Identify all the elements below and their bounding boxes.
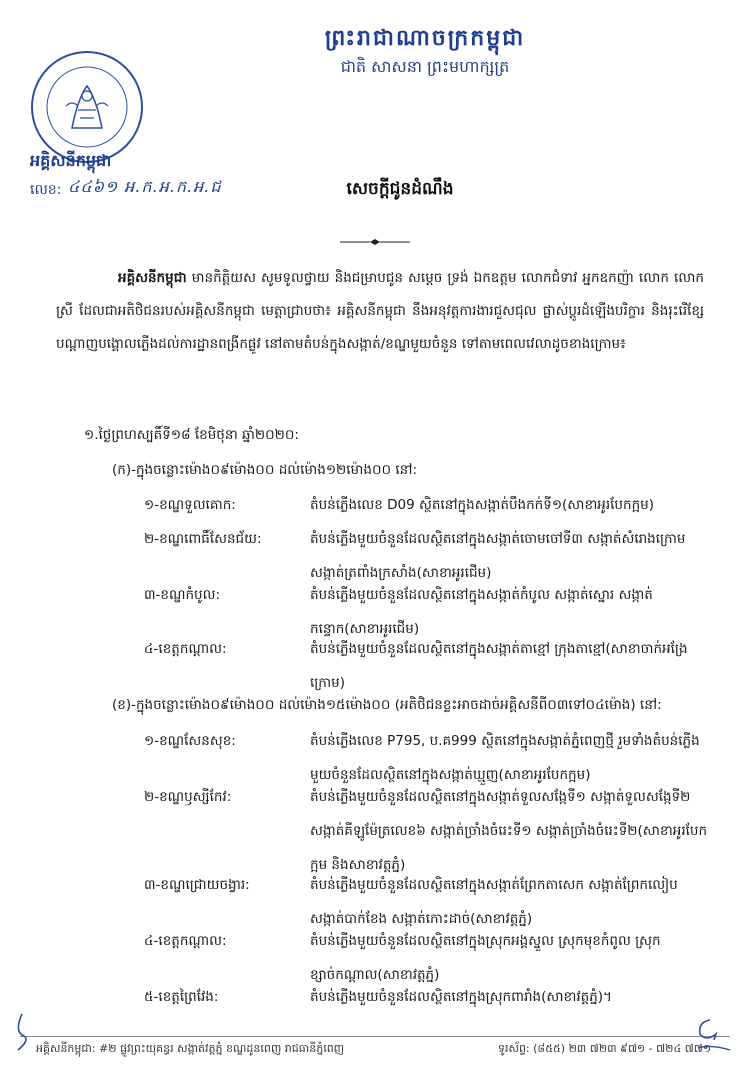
item-b5-label: ៥-ខេត្តព្រៃវែង:	[144, 989, 219, 1005]
pen-mark-left	[10, 1012, 34, 1052]
subsection-b-heading: (ខ)-ក្នុងចន្លោះម៉ោង០៩ម៉ោង០០ ដល់ម៉ោង១៥ម៉ោង០០ (អតិថិជនខ្លះអាចដាច់អគ្គិសនីពី០៣ទៅ០៤ម៉ោង) នៅ:	[112, 697, 662, 713]
item-b5-desc: តំបន់ភ្លើងមួយចំនួនដែលស្ថិតនៅក្នុងស្រុកពារាំង(សាខាវត្តភ្នំ)។	[310, 989, 612, 1005]
item-a1-label: ១-ខណ្ឌទួលគោក:	[144, 497, 236, 513]
document-title: សេចក្ដីជូនដំណឹង	[346, 179, 454, 199]
item-a4-label: ៤-ខេត្តកណ្ដាល:	[144, 641, 227, 657]
intro-text: មានកិត្តិយស សូមទូលថ្វាយ និងជម្រាបជូន សម្ដេច ទ្រង់ ឯកឧត្តម លោកជំទាវ អ្នកឧកញ៉ា លោក លោកស្រី ដែលជាអតិថិជនរបស់អគ្គិសនីកម្ពុជា មេត្តាជ្រាបថា៖ អគ្គិសនីកម្ពុជា នឹងអនុវត្តការងារជួសជុល ផ្លាស់ប្ដូរដំឡើងបរិក្ខារ និងរុះរើខ្សែបណ្ដាញបង្គោលភ្លើងដល់ការដ្ឋានពង្រីកផ្លូវ នៅតាមតំបន់ក្នុងសង្កាត់/ខណ្ឌមួយចំនួន ទៅតាមពេលវេលាដូចខាងក្រោម៖	[56, 270, 704, 352]
item-a2-label: ២-ខណ្ឌពោធិ៍សែនជ័យ:	[144, 531, 262, 547]
item-a3-desc: តំបន់ភ្លើងមួយចំនួនដែលស្ថិតនៅក្នុងសង្កាត់កំបូល សង្កាត់ស្នោរ សង្កាត់កន្ទោក(សាខាអូរជើម)	[310, 587, 653, 637]
organization-name: អគ្គិសនីកម្ពុជា	[30, 151, 112, 170]
pen-mark-right	[690, 1016, 736, 1056]
national-motto: ជាតិ សាសនា ព្រះមហាក្សត្រ	[340, 57, 510, 76]
footer-address: អគ្គិសនីកម្ពុជា: #២ ផ្លូវព្រះយុគន្ធរ សង្កាត់វត្តភ្នំ ខណ្ឌដូនពេញ រាជធានីភ្នំពេញ	[36, 1042, 345, 1055]
item-b1-desc: តំបន់ភ្លើងលេខ P795, ប.គ999 ស្ថិតនៅក្នុងសង្កាត់ភ្នំពេញថ្មី រួមទាំងតំបន់ភ្លើងមួយចំនួនដែលស្ថិតនៅក្នុងសង្កាត់ឃ្មួញ(សាខាអូរបែកក្អម)	[310, 733, 700, 783]
intro-bold-lead: អគ្គិសនីកម្ពុជា	[118, 270, 187, 286]
footer-divider	[20, 1036, 730, 1037]
item-b2-desc: តំបន់ភ្លើងមួយចំនួនដែលស្ថិតនៅក្នុងសង្កាត់ទួលសង្កែទី១ សង្កាត់ទួលសង្កែទី២ សង្កាត់គីឡូម៉ែត្រលេខ៦ សង្កាត់ច្រាំងចំរេះទី១ សង្កាត់ច្រាំងចំរេះទី២(សាខាអូរបែកក្អម និងសាខាវត្តភ្នំ)	[310, 789, 708, 873]
section-heading: ១.ថ្ងៃព្រហស្បតិ៍ទី១៨ ខែមិថុនា ឆ្នាំ២០២០:	[84, 427, 299, 443]
kingdom-header: ព្រះរាជាណាចក្រកម្ពុជា	[324, 26, 526, 51]
reference-label: លេខ:	[30, 182, 62, 198]
item-b4-desc: តំបន់ភ្លើងមួយចំនួនដែលស្ថិតនៅក្នុងស្រុកអង្គស្នួល ស្រុកមុខកំពូល ស្រុកខ្សាច់កណ្ដាល(សាខាវត្តភ្នំ)	[310, 933, 661, 983]
subsection-a-heading: (ក)-ក្នុងចន្លោះម៉ោង០៩ម៉ោង០០ ដល់ម៉ោង១២ម៉ោង០០ នៅ:	[112, 462, 418, 478]
item-b3-label: ៣-ខណ្ឌជ្រោយចង្វារ:	[144, 877, 250, 893]
reference-number: ៤៤៦១ អ.ក.អ.ក.អ.ជ	[68, 177, 222, 196]
item-a4-desc: តំបន់ភ្លើងមួយចំនួនដែលស្ថិតនៅក្នុងសង្កាត់តាខ្មៅ ក្រុងតាខ្មៅ(សាខាចាក់អង្រែក្រោម)	[310, 641, 688, 691]
item-a1-desc: តំបន់ភ្លើងលេខ D09 ស្ថិតនៅក្នុងសង្កាត់បឹងកក់ទី១(សាខាអូរបែកក្អម)	[310, 497, 654, 513]
item-a3-label: ៣-ខណ្ឌកំបូល:	[144, 587, 220, 603]
item-b2-label: ២-ខណ្ឌឫស្សីកែវ:	[144, 789, 232, 805]
footer-phone: ទូរស័ព្ទ: (៨៥៥) ២៣ ៧២៣ ៩៧១ - ៧២៤ ៧៧១	[498, 1042, 712, 1055]
ornamental-divider	[340, 238, 410, 246]
item-b1-label: ១-ខណ្ឌសែនសុខ:	[144, 733, 236, 749]
item-b4-label: ៤-ខេត្តកណ្ដាល:	[144, 933, 227, 949]
edc-seal-logo	[28, 48, 146, 166]
item-a2-desc: តំបន់ភ្លើងមួយចំនួនដែលស្ថិតនៅក្នុងសង្កាត់ចោមចៅទី៣ សង្កាត់សំរោងក្រោម សង្កាត់ត្រពាំងក្រសាំង(សាខាអូរជើម)	[310, 531, 686, 581]
item-b3-desc: តំបន់ភ្លើងមួយចំនួនដែលស្ថិតនៅក្នុងសង្កាត់ព្រែកតាសេក សង្កាត់ព្រែកលៀប សង្កាត់បាក់ខែង សង្កាត់កោះដាច់(សាខាវត្តភ្នំ)	[310, 877, 678, 927]
intro-paragraph	[56, 262, 704, 361]
